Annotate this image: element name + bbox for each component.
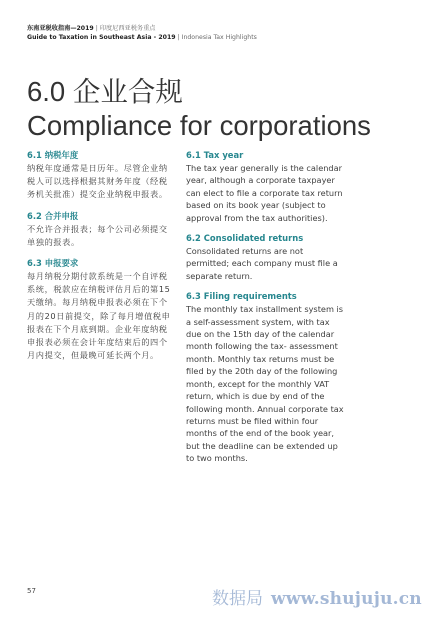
en-heading-filing: 6.3 Filing requirements	[186, 291, 297, 302]
watermark	[212, 584, 422, 609]
en-paragraph-filing: The monthly tax installment system is a self-assessment system, with tax due on the 15th day of the calendar month following the tax- assessment month. Monthly tax returns must be filed by the 20th day of the following month, except for the monthly VAT return, which is due by end of the following month. Annual corporate tax returns must be filed within four months of the end of the book year, but the deadline can be extended up to two months.	[186, 304, 344, 464]
section-title-en: Compliance for corporations	[27, 110, 371, 141]
header-cn-year: —2019	[70, 25, 94, 32]
page-number: 57	[27, 587, 36, 595]
cn-paragraph-tax-year: 纳税年度通常是日历年。尽管企业纳税人可以选择根据其财务年度（经税务机关批准）提交企业纳税申报表。	[27, 163, 168, 200]
chinese-column	[27, 150, 175, 371]
en-paragraph-tax-year: The tax year generally is the calendar year, although a corporate taxpayer can elect to file a corporate tax return based on its book year (subject to approval from the tax authorities).	[186, 163, 343, 223]
header-cn-subtitle: 印度尼西亚税务重点	[99, 25, 156, 32]
watermark-site: www.shujuju.cn	[271, 589, 422, 609]
header-en-title: Guide to Taxation in Southeast Asia - 2019	[27, 34, 176, 41]
header-cn-title: 东南亚税收指南	[27, 25, 71, 32]
cn-paragraph-consolidated: 不允许合并报表；每个公司必须提交单独的报表。	[27, 223, 168, 247]
section-title-cn: 6.0 企业合规	[27, 76, 183, 107]
en-heading-consolidated: 6.2 Consolidated returns	[186, 233, 304, 244]
section-title	[27, 75, 371, 143]
cn-heading-filing: 6.3 申报要求	[27, 258, 79, 269]
english-column	[186, 150, 346, 474]
en-heading-tax-year: 6.1 Tax year	[186, 150, 244, 160]
header-en-subtitle: Indonesia Tax Highlights	[181, 34, 257, 41]
cn-paragraph-filing: 每月纳税分期付款系统是一个自评税系统，税款应在纳税评估月后的第15天缴纳。每月纳税申报表必须在下个月的20日前提交，除了每月增值税申报表在下个月底到期。企业年度纳税申报表必须在会计年度结束后的四个月内提交，但最晚可延长两个月。	[27, 271, 171, 361]
en-paragraph-consolidated: Consolidated returns are not permitted; each company must file a separate return.	[186, 246, 338, 281]
watermark-cn: 数据局	[212, 589, 263, 609]
running-header: 东南亚税收指南—2019 | 印度尼西亚税务重点 Guide to Taxation in Southeast Asia - 2019 | Indonesia Tax Highlights	[27, 25, 257, 41]
cn-heading-tax-year: 6.1 纳税年度	[27, 150, 79, 160]
cn-heading-consolidated: 6.2 合并申报	[27, 210, 79, 221]
